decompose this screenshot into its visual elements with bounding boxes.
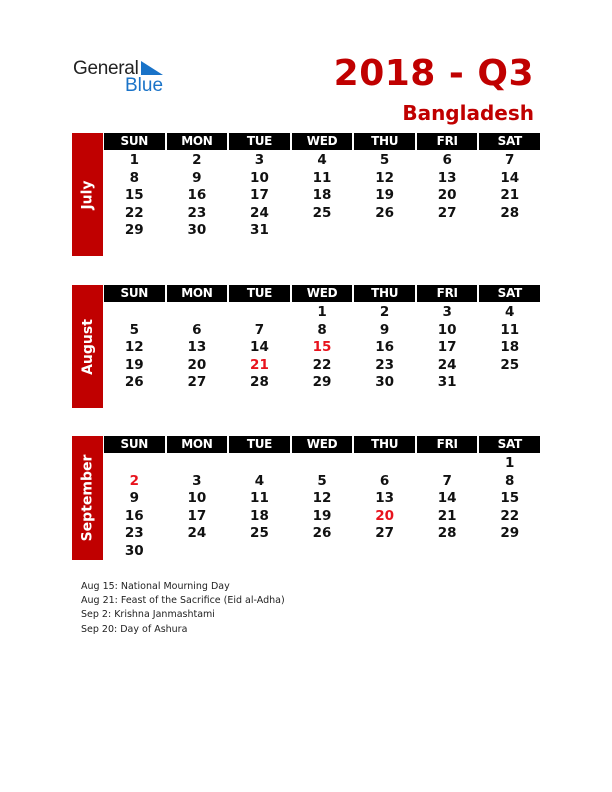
month-grid xyxy=(104,133,540,240)
day-cell xyxy=(229,543,290,561)
week-row xyxy=(104,187,540,205)
day-cell: 18 xyxy=(312,187,332,203)
day-cell: 16 xyxy=(187,187,207,203)
day-cell: 16 xyxy=(124,507,144,524)
day-cell: 13 xyxy=(187,339,207,355)
weekday-thu: THU xyxy=(354,436,415,453)
day-cell: 26 xyxy=(312,525,332,541)
day-cell: 7 xyxy=(442,472,452,489)
week-row xyxy=(104,525,540,543)
day-cell xyxy=(104,304,165,322)
holiday-day-cell: 2 xyxy=(129,472,139,489)
day-cell: 20 xyxy=(437,187,457,203)
day-cell: 21 xyxy=(437,507,457,524)
day-cell xyxy=(292,222,353,240)
day-cell xyxy=(354,543,415,561)
day-cell xyxy=(354,222,415,240)
week-row xyxy=(104,490,540,508)
day-cell: 4 xyxy=(505,304,515,320)
week-row xyxy=(104,543,540,561)
weekday-sun: SUN xyxy=(104,436,165,453)
month-label xyxy=(72,285,103,408)
weekday-sat: SAT xyxy=(479,436,540,453)
day-cell xyxy=(167,543,228,561)
day-cell: 24 xyxy=(437,356,457,373)
day-cell: 19 xyxy=(375,187,394,203)
day-cell: 30 xyxy=(187,222,207,238)
day-cell: 1 xyxy=(505,455,515,471)
day-cell: 17 xyxy=(187,507,207,524)
day-cell: 10 xyxy=(187,490,207,506)
day-cell: 25 xyxy=(312,204,332,221)
day-cell: 29 xyxy=(124,222,144,238)
holiday-note: Aug 15: National Mourning Day xyxy=(81,581,230,592)
logo-triangle-icon xyxy=(141,61,163,75)
holiday-list xyxy=(81,580,285,637)
weekday-fri: FRI xyxy=(417,436,478,453)
month-label xyxy=(72,133,103,256)
day-cell: 10 xyxy=(250,169,269,186)
holiday-note: Aug 21: Feast of the Sacrifice (Eid al-Adha) xyxy=(81,595,285,607)
day-cell: 27 xyxy=(375,525,394,541)
day-cell: 9 xyxy=(192,169,202,186)
day-cell xyxy=(229,304,290,322)
day-cell: 22 xyxy=(124,204,144,221)
month-name: September xyxy=(79,454,96,542)
weekday-tue: TUE xyxy=(229,133,290,150)
week-row xyxy=(104,205,540,223)
day-cell xyxy=(479,543,540,561)
weekday-sun: SUN xyxy=(104,285,165,302)
day-cell: 26 xyxy=(124,374,144,390)
day-cell: 16 xyxy=(375,339,394,355)
weekday-sat: SAT xyxy=(479,285,540,302)
day-cell: 7 xyxy=(505,152,515,168)
weekday-header xyxy=(104,436,540,453)
day-cell: 3 xyxy=(442,304,452,320)
day-cell xyxy=(167,304,228,322)
month-block-july xyxy=(72,133,540,244)
holiday-day-cell: 20 xyxy=(375,507,394,524)
week-row xyxy=(104,222,540,240)
weekday-fri: FRI xyxy=(417,133,478,150)
month-block-september xyxy=(72,436,540,564)
day-cell: 8 xyxy=(505,472,515,489)
day-cell: 19 xyxy=(124,356,144,373)
page-title: 2018 - Q3 xyxy=(333,53,534,94)
day-cell: 29 xyxy=(312,374,332,390)
weekday-fri: FRI xyxy=(417,285,478,302)
day-cell: 1 xyxy=(317,304,327,320)
week-row xyxy=(104,374,540,392)
day-cell: 18 xyxy=(500,339,520,355)
month-grid xyxy=(104,436,540,560)
holiday-note: Sep 2: Krishna Janmashtami xyxy=(81,609,215,621)
week-row xyxy=(104,304,540,322)
day-cell: 7 xyxy=(254,321,265,338)
day-cell: 23 xyxy=(187,204,207,221)
day-cell: 30 xyxy=(375,374,394,390)
day-cell xyxy=(104,455,165,473)
day-cell: 14 xyxy=(437,490,457,506)
day-cell xyxy=(417,543,478,561)
holiday-note: Sep 20: Day of Ashura xyxy=(81,623,188,635)
day-cell: 22 xyxy=(312,356,332,373)
day-cell xyxy=(292,455,353,473)
country-name: Bangladesh xyxy=(402,101,534,125)
day-cell: 5 xyxy=(379,152,390,168)
day-cell: 13 xyxy=(437,169,457,186)
day-cell: 9 xyxy=(129,490,139,506)
day-cell xyxy=(417,455,478,473)
day-cell: 24 xyxy=(250,204,269,221)
holiday-day-cell: 21 xyxy=(250,356,269,373)
day-cell xyxy=(479,222,540,240)
day-cell: 28 xyxy=(500,204,520,221)
day-cell: 10 xyxy=(437,321,457,338)
week-row xyxy=(104,152,540,170)
weekday-tue: TUE xyxy=(229,436,290,453)
day-cell: 20 xyxy=(187,356,207,373)
day-cell: 17 xyxy=(250,187,269,203)
day-cell: 5 xyxy=(317,472,327,489)
day-cell: 31 xyxy=(437,374,457,390)
day-cell: 24 xyxy=(187,525,207,541)
logo-text-general: General xyxy=(73,58,139,79)
day-cell: 31 xyxy=(250,222,269,238)
day-cell: 11 xyxy=(312,169,332,186)
week-row xyxy=(104,322,540,340)
week-row xyxy=(104,473,540,491)
day-cell: 11 xyxy=(500,321,520,338)
day-cell: 27 xyxy=(437,204,457,221)
weekday-mon: MON xyxy=(167,133,228,150)
day-cell: 26 xyxy=(375,204,394,221)
day-cell: 12 xyxy=(375,169,394,186)
day-cell: 6 xyxy=(442,152,452,168)
day-cell: 27 xyxy=(187,374,207,390)
day-cell xyxy=(354,455,415,473)
day-cell: 18 xyxy=(250,507,269,524)
day-cell: 29 xyxy=(500,525,520,541)
weekday-header xyxy=(104,285,540,302)
logo-text-blue: Blue xyxy=(125,75,164,96)
day-cell: 23 xyxy=(375,356,394,373)
month-block-august xyxy=(72,285,540,396)
weekday-mon: MON xyxy=(167,436,228,453)
day-cell: 12 xyxy=(124,339,144,355)
day-cell: 23 xyxy=(124,525,144,541)
day-cell: 6 xyxy=(192,321,202,338)
day-cell: 12 xyxy=(312,490,332,506)
weekday-tue: TUE xyxy=(229,285,290,302)
week-row xyxy=(104,508,540,526)
weekday-header xyxy=(104,133,540,150)
day-cell: 15 xyxy=(124,187,144,203)
weekday-sat: SAT xyxy=(479,133,540,150)
day-cell xyxy=(229,455,290,473)
month-name: July xyxy=(79,179,96,210)
day-cell: 8 xyxy=(129,169,139,186)
day-cell: 11 xyxy=(250,490,269,506)
day-cell xyxy=(292,543,353,561)
month-name: August xyxy=(79,318,96,375)
day-cell: 19 xyxy=(312,507,332,524)
day-cell xyxy=(417,222,478,240)
day-cell: 22 xyxy=(500,507,520,524)
weekday-wed: WED xyxy=(292,285,353,302)
week-row xyxy=(104,357,540,375)
month-grid xyxy=(104,285,540,392)
weekday-wed: WED xyxy=(292,436,353,453)
weekday-mon: MON xyxy=(167,285,228,302)
holiday-day-cell: 15 xyxy=(312,339,332,355)
day-cell: 25 xyxy=(500,356,520,373)
day-cell: 6 xyxy=(379,472,390,489)
logo xyxy=(73,58,173,98)
day-cell: 5 xyxy=(129,321,139,338)
day-cell: 17 xyxy=(437,339,457,355)
day-cell: 3 xyxy=(192,472,202,489)
day-cell: 9 xyxy=(379,321,390,338)
day-cell: 3 xyxy=(254,152,265,168)
day-cell: 21 xyxy=(500,187,520,203)
day-cell: 14 xyxy=(500,169,520,186)
day-cell: 8 xyxy=(317,321,327,338)
day-cell: 13 xyxy=(375,490,394,506)
day-cell: 30 xyxy=(124,542,144,559)
day-cell: 4 xyxy=(317,152,327,168)
day-cell xyxy=(479,374,540,392)
day-cell: 28 xyxy=(437,525,457,541)
weekday-sun: SUN xyxy=(104,133,165,150)
day-cell xyxy=(167,455,228,473)
day-cell: 4 xyxy=(254,472,265,489)
weekday-thu: THU xyxy=(354,285,415,302)
day-cell: 2 xyxy=(192,152,202,168)
day-cell: 28 xyxy=(250,374,269,390)
day-cell: 25 xyxy=(250,525,269,541)
week-row xyxy=(104,170,540,188)
week-row xyxy=(104,339,540,357)
weekday-thu: THU xyxy=(354,133,415,150)
week-row xyxy=(104,455,540,473)
weekday-wed: WED xyxy=(292,133,353,150)
day-cell: 1 xyxy=(129,152,139,168)
day-cell: 14 xyxy=(250,339,269,355)
day-cell: 15 xyxy=(500,490,520,506)
day-cell: 2 xyxy=(379,304,390,320)
month-label xyxy=(72,436,103,560)
